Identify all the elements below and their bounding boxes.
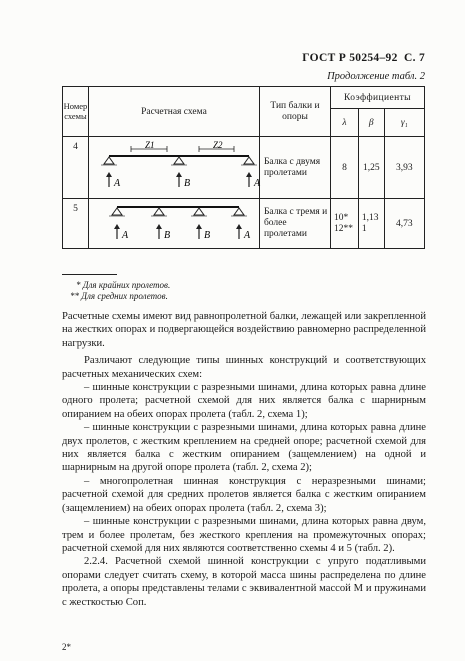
- page-mark: 2*: [62, 642, 71, 652]
- reaction-a-left: A: [113, 178, 121, 189]
- support-3: [194, 208, 204, 215]
- footnote-1: * Для крайних пролетов.: [76, 280, 171, 290]
- support-left: [104, 157, 114, 164]
- scheme-4-diagram: [88, 137, 259, 199]
- paragraph: Расчетные схемы имеют вид равнопролетной балки, лежащей или закрепленной на жестких опорах и подвергающейся воздействию равномерно распределенной нагрузки.: [62, 311, 426, 349]
- paragraph: – шинные конструкции с разрезными шинами, длина которых равна двум, трем и более пролетам, без жесткого крепления на промежуточных опорах; расчетной схемой для них являются соответственно схемы 4 и 5 (табл. 2).: [62, 516, 426, 554]
- beta-value: 1,25: [358, 137, 384, 199]
- paragraph: Различают следующие типы шинных конструкций и соответствующих расчетных механических схем:: [62, 355, 426, 380]
- footnote-divider: [62, 274, 117, 275]
- coefficients-table: [62, 86, 425, 249]
- beta-value: 1,13 1: [358, 199, 384, 249]
- table-row: [63, 199, 425, 249]
- table-continuation: Продолжение табл. 2: [327, 71, 425, 82]
- row-number: 5: [63, 199, 89, 249]
- table-row: [63, 137, 425, 199]
- multi-span-beam-diagram: [89, 199, 259, 245]
- body-text: [62, 310, 426, 609]
- reaction-a-left: A: [121, 230, 129, 241]
- header-scheme: Расчетная схема: [88, 87, 259, 137]
- scheme-5-diagram: [88, 199, 259, 249]
- standard-number: ГОСТ Р 50254–92: [302, 52, 398, 64]
- gamma-value: 4,73: [384, 199, 424, 249]
- paragraph: – многопролетная шинная конструкция с неразрезными шинами; расчетной схемой для средних пролетов является балка с жестким опиранием (защемлением) на обеих опорах пролета (табл. 2, схема 3);: [62, 475, 426, 514]
- reaction-a-right: A: [253, 178, 261, 189]
- two-span-beam-diagram: [89, 137, 259, 195]
- support-1: [112, 208, 122, 215]
- paragraph: – шинные конструкции с разрезными шинами, длина которых равна длине двух пролетов, с жестким креплением на средней опоре; расчетной схемой для них является балка с жестким опиранием (защемлением) на одной и шарнирным на другой опоре пролета (табл. 2, схема 2);: [62, 422, 426, 474]
- reaction-b-second: B: [203, 230, 211, 241]
- beam-type: Балка с тремя и более пролетами: [259, 199, 330, 249]
- reaction-b-first: B: [163, 230, 171, 241]
- support-4: [234, 208, 244, 215]
- header-gamma: γ₁: [384, 109, 424, 137]
- lambda-value: 10* 12**: [331, 199, 359, 249]
- lambda-value: 8: [331, 137, 359, 199]
- header-beta: β: [358, 109, 384, 137]
- support-right: [244, 157, 254, 164]
- row-number: 4: [63, 137, 89, 199]
- paragraph: 2.2.4. Расчетной схемой шинной конструкции с упруго податливыми опорами следует считать схему, в которой масса шины распределена по длине пролета, а опоры представлены телами с эквивалентной массой M и пружинами с жесткостью Cоп.: [62, 556, 426, 608]
- footnote-2: ** Для средних пролетов.: [70, 291, 168, 301]
- z1-label: Z1: [144, 140, 155, 150]
- page-header: [302, 52, 425, 64]
- page-number: С. 7: [403, 52, 425, 64]
- header-type: Тип балки и опоры: [259, 87, 330, 137]
- header-coefficients: Коэффициенты: [331, 87, 425, 109]
- reaction-b: B: [183, 178, 191, 189]
- z2-label: Z2: [212, 140, 223, 150]
- paragraph: – шинные конструкции с разрезными шинами, длина которых равна длине одного пролета; расчетной схемой для них является балка с шарнирным опиранием на обеих опорах пролета (табл. 2, схема 1);: [62, 382, 426, 420]
- header-number: Номер схемы: [63, 87, 89, 137]
- beam-type: Балка с двумя пролетами: [259, 137, 330, 199]
- header-lambda: λ: [331, 109, 359, 137]
- gamma-value: 3,93: [384, 137, 424, 199]
- support-middle: [174, 157, 184, 164]
- support-2: [154, 208, 164, 215]
- reaction-a-right: A: [243, 230, 251, 241]
